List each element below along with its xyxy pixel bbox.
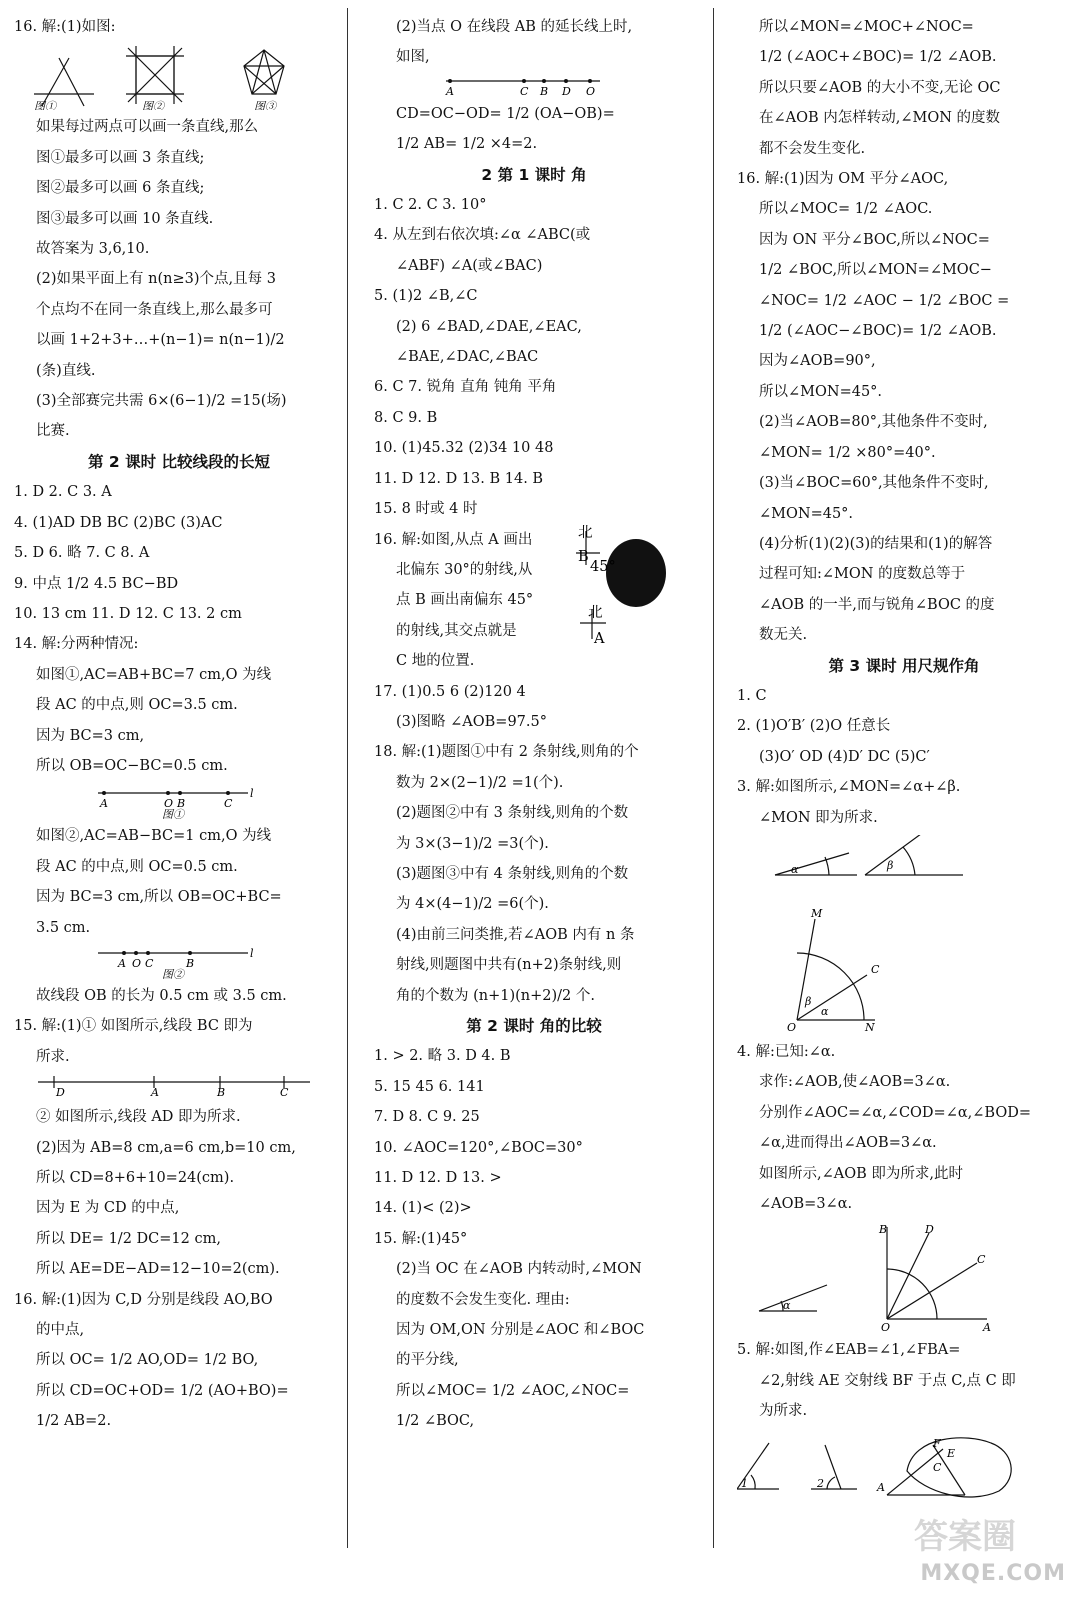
- angle-label: 45°: [590, 558, 616, 575]
- text-line: 16. 解:(1)因为 OM 平分∠AOC,: [737, 171, 949, 188]
- construction-figure-3: [737, 835, 1067, 1035]
- point-n-label: N: [865, 1020, 875, 1034]
- text-line: 3. 解:如图所示,∠MON=∠α+∠β.: [737, 779, 961, 796]
- north-label: 北: [578, 524, 593, 541]
- text-line: 2. (1)O′B′ (2)O 任意长: [737, 718, 891, 735]
- answer-column-2: [374, 12, 694, 1437]
- point-label: O: [586, 84, 596, 97]
- text-line: (3)当∠BOC=60°,其他条件不变时,: [759, 475, 989, 492]
- text-line: 的射线,其交点就是: [396, 622, 517, 639]
- point-label: C: [520, 84, 529, 97]
- q16-block: [374, 525, 694, 677]
- figure-caption: 图②: [162, 967, 184, 979]
- text-line: 1/2 AB=2.: [36, 1413, 112, 1430]
- point-a-label: A: [877, 1480, 885, 1494]
- text-line: 的度数不会发生变化. 理由:: [396, 1291, 570, 1308]
- watermark-logo: 答案圈: [914, 1517, 1016, 1557]
- section-heading: 2 第 1 课时 角: [481, 165, 587, 184]
- text-line: ∠MON 即为所求.: [759, 809, 878, 826]
- text-line: (3)O′ OD (4)D′ DC (5)C′: [759, 748, 930, 765]
- text-line: 5. (1)2 ∠B,∠C: [374, 288, 478, 305]
- text-line: 为 3×(3−1)/2 =3(个).: [396, 835, 549, 852]
- point-label: B: [540, 84, 549, 97]
- text-line: 角的个数为 (n+1)(n+2)/2 个.: [396, 987, 595, 1004]
- text-line: 所以∠MON=45°.: [759, 383, 883, 400]
- point-label: A: [151, 1086, 159, 1100]
- section-heading: 第 2 课时 角的比较: [466, 1017, 602, 1035]
- text-line: 如图,: [396, 49, 430, 66]
- angle-2-label: 2: [817, 1476, 824, 1490]
- text-line: 14. (1)< (2)>: [374, 1200, 472, 1217]
- point-label: D: [562, 84, 571, 97]
- text-line: ∠NOC= 1/2 ∠AOC − 1/2 ∠BOC =: [759, 292, 1010, 309]
- text-line: C 地的位置.: [396, 653, 475, 670]
- north-label: 北: [588, 604, 603, 621]
- text-line: 1. C: [737, 687, 767, 704]
- point-label: D: [56, 1086, 65, 1100]
- text-line: 因为 E 为 CD 的中点,: [36, 1200, 180, 1217]
- text-line: 所以 CD=8+6+10=24(cm).: [36, 1170, 235, 1186]
- text-line: 都不会发生变化.: [759, 140, 866, 157]
- answer-column-1: [14, 12, 344, 1437]
- alpha-label: α: [791, 862, 799, 876]
- fig2-caption: 图②: [142, 100, 164, 111]
- text-line: (2) 6 ∠BAD,∠DAE,∠EAC,: [396, 318, 582, 335]
- point-d-label: D: [925, 1223, 934, 1237]
- segment-figure-top: [374, 75, 684, 97]
- beta-label: β: [805, 994, 812, 1008]
- text-line: 10. 13 cm 11. D 12. C 13. 2 cm: [14, 605, 242, 622]
- text-line: 故答案为 3,6,10.: [36, 241, 150, 258]
- text-line: 如果每过两点可以画一条直线,那么: [36, 119, 259, 136]
- text-line: ∠MON=45°.: [759, 505, 854, 522]
- text-line: (4)分析(1)(2)(3)的结果和(1)的解答: [759, 535, 993, 552]
- text-line: 1. D 2. C 3. A: [14, 484, 112, 501]
- text-line: 为所求.: [759, 1403, 808, 1420]
- text-line: 4. 从左到右依次填:∠α ∠ABC(或: [374, 227, 591, 244]
- text-line: (条)直线.: [36, 362, 96, 379]
- section-heading: 第 3 课时 用尺规作角: [828, 656, 980, 675]
- column-divider-1: [347, 8, 348, 1548]
- point-label: B: [217, 1086, 226, 1100]
- segment-figure-1: [14, 783, 334, 819]
- text-line: 5. D 6. 略 7. C 8. A: [14, 545, 150, 562]
- text-line: 数无关.: [759, 627, 808, 644]
- text-line: 5. 15 45 6. 141: [374, 1078, 485, 1095]
- point-a-label: A: [594, 630, 605, 645]
- point-label: A: [118, 956, 126, 970]
- text-line: 1/2 (∠AOC−∠BOC)= 1/2 ∠AOB.: [759, 323, 997, 340]
- construction-figure-5: [737, 1429, 1067, 1509]
- text-line: 因为∠AOB=90°,: [759, 353, 876, 370]
- point-o-label: O: [881, 1321, 891, 1334]
- point-o-label: O: [787, 1020, 797, 1034]
- text-line: 所以只要∠AOB 的大小不变,无论 OC: [759, 79, 1001, 96]
- text-line: ∠AOB 的一半,而与锐角∠BOC 的度: [759, 596, 995, 613]
- point-label: B: [177, 797, 186, 811]
- section-heading: 第 2 课时 比较线段的长短: [88, 452, 270, 471]
- text-line: 过程可知:∠MON 的度数总等于: [759, 566, 966, 583]
- text-line: 3.5 cm.: [36, 919, 91, 936]
- point-label: O: [164, 797, 174, 811]
- segment-figure-2: [14, 945, 334, 979]
- text-line: 17. (1)0.5 6 (2)120 4: [374, 683, 526, 700]
- text-line: 图②最多可以画 6 条直线;: [36, 180, 205, 197]
- text-line: 15. 8 时或 4 时: [374, 501, 478, 518]
- text-line: 16. 解:(1)因为 C,D 分别是线段 AO,BO: [14, 1291, 273, 1308]
- point-label: A: [446, 84, 454, 97]
- text-line: 个点均不在同一条直线上,那么最多可: [36, 301, 273, 318]
- text-line: 6. C 7. 锐角 直角 钝角 平角: [374, 379, 557, 396]
- text-line: ∠ABF) ∠A(或∠BAC): [396, 257, 543, 274]
- text-line: (3)题图③中有 4 条射线,则角的个数: [396, 865, 629, 882]
- point-b-label: B: [879, 1223, 888, 1237]
- point-c-label: C: [977, 1253, 986, 1267]
- text-line: 16. 解:如图,从点 A 画出: [374, 531, 533, 548]
- segment-figure-3: [14, 1074, 334, 1100]
- text-line: 10. ∠AOC=120°,∠BOC=30°: [374, 1139, 583, 1156]
- text-line: 因为 BC=3 cm,所以 OB=OC+BC=: [36, 889, 282, 906]
- text-line: (2)当∠AOB=80°,其他条件不变时,: [759, 414, 988, 431]
- point-label: O: [132, 956, 142, 970]
- compass-figure: [570, 525, 694, 645]
- angle-1-label: 1: [741, 1476, 748, 1490]
- text-line: 8. C 9. B: [374, 409, 438, 426]
- text-line: 的平分线,: [396, 1352, 459, 1369]
- text-line: 如图①,AC=AB+BC=7 cm,O 为线: [36, 666, 272, 683]
- watermark-text: MXQE.COM: [920, 1561, 1066, 1586]
- point-m-label: M: [811, 906, 823, 920]
- text-line: 图③最多可以画 10 条直线.: [36, 210, 214, 227]
- text-line: 11. D 12. D 13. B 14. B: [374, 470, 544, 487]
- text-line: (2)如果平面上有 n(n≥3)个点,且每 3: [36, 271, 276, 288]
- text-line: (2)题图②中有 3 条射线,则角的个数: [396, 805, 629, 822]
- text-line: 4. 解:已知:∠α.: [737, 1043, 836, 1060]
- text-line: ∠AOB=3∠α.: [759, 1196, 853, 1212]
- text-line: 15. 解:(1)① 如图所示,线段 BC 即为: [14, 1018, 253, 1035]
- column-divider-2: [713, 8, 714, 1548]
- text-line: 为 4×(4−1)/2 =6(个).: [396, 896, 549, 913]
- point-label: A: [100, 797, 108, 811]
- text-line: 1/2 ∠BOC,所以∠MON=∠MOC−: [759, 262, 992, 279]
- text-line: 求作:∠AOB,使∠AOB=3∠α.: [759, 1074, 951, 1091]
- text-line: ② 如图所示,线段 AD 即为所求.: [36, 1109, 241, 1126]
- text-line: 点 B 画出南偏东 45°: [396, 592, 534, 609]
- text-line: 7. D 8. C 9. 25: [374, 1109, 480, 1126]
- point-label: C: [280, 1086, 289, 1100]
- text-line: 的中点,: [36, 1322, 85, 1339]
- text-line: ∠α,进而得出∠AOB=3∠α.: [759, 1135, 937, 1152]
- text-line: 在∠AOB 内怎样转动,∠MON 的度数: [759, 110, 1001, 127]
- point-label: B: [186, 956, 195, 970]
- text-line: 所以 CD=OC+OD= 1/2 (AO+BO)=: [36, 1382, 289, 1399]
- text-line: (2)当点 O 在线段 AB 的延长线上时,: [396, 19, 633, 35]
- line-label: l: [250, 946, 254, 960]
- point-f-label: F: [933, 1436, 941, 1450]
- text-line: 所求.: [36, 1048, 70, 1065]
- text-line: CD=OC−OD= 1/2 (OA−OB)=: [396, 105, 615, 122]
- text-line: 射线,则题图中共有(n+2)条射线,则: [396, 957, 622, 974]
- fig3-caption: 图③: [254, 100, 276, 111]
- text-line: 所以∠MOC= 1/2 ∠AOC,∠NOC=: [396, 1382, 630, 1399]
- text-line: 1. > 2. 略 3. D 4. B: [374, 1048, 511, 1065]
- text-line: 9. 中点 1/2 4.5 BC−BD: [14, 575, 179, 592]
- text-line: 因为 ON 平分∠BOC,所以∠NOC=: [759, 231, 990, 248]
- text-line: (3)全部赛完共需 6×(6−1)/2 =15(场): [36, 393, 287, 410]
- text-line: 所以∠MON=∠MOC+∠NOC=: [759, 19, 974, 35]
- point-b-label: B: [578, 548, 589, 565]
- point-a-label: A: [983, 1321, 991, 1334]
- text-line: 14. 解:分两种情况:: [14, 636, 139, 653]
- q16-heading: 16. 解:(1)如图:: [14, 19, 116, 35]
- text-line: ∠2,射线 AE 交射线 BF 于点 C,点 C 即: [759, 1372, 1016, 1389]
- alpha-label: α: [783, 1299, 791, 1313]
- text-line: 所以 OB=OC−BC=0.5 cm.: [36, 757, 228, 774]
- text-line: 4. (1)AD DB BC (2)BC (3)AC: [14, 514, 223, 531]
- text-line: 1/2 (∠AOC+∠BOC)= 1/2 ∠AOB.: [759, 49, 997, 66]
- text-line: 所以∠MOC= 1/2 ∠AOC.: [759, 201, 933, 218]
- text-line: 如图所示,∠AOB 即为所求,此时: [759, 1165, 963, 1182]
- text-line: 18. 解:(1)题图①中有 2 条射线,则角的个: [374, 744, 639, 761]
- text-line: 分别作∠AOC=∠α,∠COD=∠α,∠BOD=: [759, 1104, 1031, 1121]
- text-line: 5. 解:如图,作∠EAB=∠1,∠FBA=: [737, 1342, 961, 1359]
- point-e-label: E: [947, 1446, 956, 1460]
- text-line: 10. (1)45.32 (2)34 10 48: [374, 440, 554, 457]
- point-c-label: C: [871, 962, 880, 976]
- text-line: 图①最多可以画 3 条直线;: [36, 149, 205, 166]
- text-line: 因为 OM,ON 分别是∠AOC 和∠BOC: [396, 1322, 645, 1339]
- text-line: (2)当 OC 在∠AOB 内转动时,∠MON: [396, 1261, 642, 1278]
- text-line: 数为 2×(2−1)/2 =1(个).: [396, 774, 564, 791]
- point-c-label: C: [933, 1460, 942, 1474]
- text-line: 所以 DE= 1/2 DC=12 cm,: [36, 1230, 221, 1247]
- text-line: 北偏东 30°的射线,从: [396, 561, 533, 578]
- text-line: 比赛.: [36, 423, 70, 440]
- fig1-caption: 图①: [34, 100, 56, 111]
- figure-caption: 图①: [162, 808, 184, 820]
- text-line: 以画 1+2+3+…+(n−1)= n(n−1)/2: [36, 332, 285, 349]
- beta-label: β: [887, 858, 894, 872]
- text-line: 1/2 ∠BOC,: [396, 1413, 475, 1430]
- text-line: 如图②,AC=AB−BC=1 cm,O 为线: [36, 828, 272, 845]
- line-label: l: [250, 787, 254, 801]
- text-line: 故线段 OB 的长为 0.5 cm 或 3.5 cm.: [36, 987, 287, 1004]
- q16-figures: [14, 44, 334, 110]
- text-line: 1/2 AB= 1/2 ×4=2.: [396, 136, 538, 153]
- text-line: (2)因为 AB=8 cm,a=6 cm,b=10 cm,: [36, 1139, 296, 1156]
- text-line: 因为 BC=3 cm,: [36, 727, 145, 744]
- text-line: 所以 AE=DE−AD=12−10=2(cm).: [36, 1261, 280, 1278]
- text-line: ∠BAE,∠DAC,∠BAC: [396, 349, 539, 366]
- text-line: 段 AC 的中点,则 OC=0.5 cm.: [36, 858, 238, 875]
- text-line: (4)由前三问类推,若∠AOB 内有 n 条: [396, 926, 635, 943]
- construction-figure-4: [737, 1221, 1067, 1333]
- point-label: C: [145, 956, 154, 970]
- point-label: C: [224, 797, 233, 811]
- text-line: 15. 解:(1)45°: [374, 1230, 468, 1247]
- alpha-label: α: [821, 1004, 829, 1018]
- text-line: ∠MON= 1/2 ×80°=40°.: [759, 444, 936, 461]
- text-line: 11. D 12. D 13. >: [374, 1170, 502, 1187]
- text-line: 1. C 2. C 3. 10°: [374, 197, 487, 214]
- text-line: 段 AC 的中点,则 OC=3.5 cm.: [36, 697, 238, 714]
- answer-column-3: [737, 12, 1071, 1511]
- text-line: (3)图略 ∠AOB=97.5°: [396, 713, 547, 730]
- text-line: 所以 OC= 1/2 AO,OD= 1/2 BO,: [36, 1352, 259, 1369]
